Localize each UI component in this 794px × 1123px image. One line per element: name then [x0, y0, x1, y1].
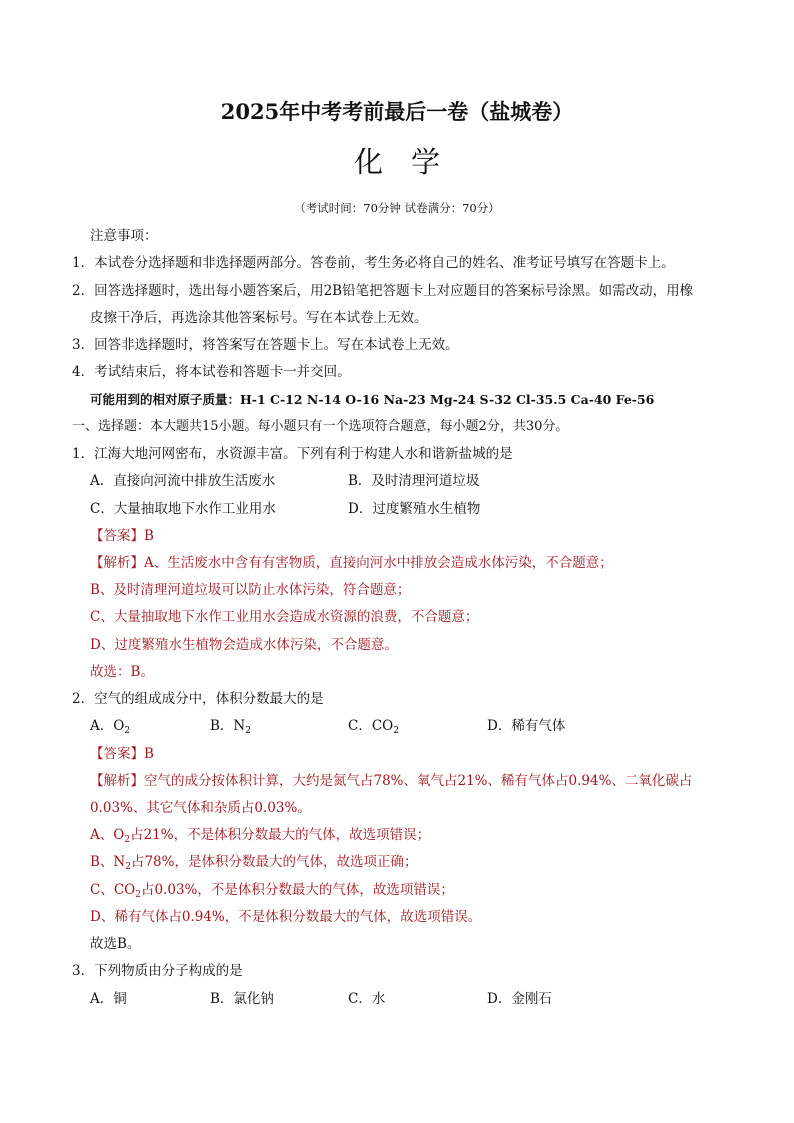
atomic-mass-line: 可能用到的相对原子质量：H-1 C-12 N-14 O-16 Na-23 Mg-24 S-32 Cl-35.5 Ca-40 Fe-56 [90, 392, 655, 407]
q1-analysis-3: C、大量抽取地下水作工业用水会造成水资源的浪费，不合题意； [90, 609, 479, 625]
exam-time-info: （考试时间：70分钟 试卷满分：70分） [294, 201, 500, 215]
notice-heading: 注意事项： [90, 228, 158, 244]
q1-analysis-text-1: A、生活废水中含有有害物质，直接向河水中排放会造成水体污染，不合题意； [144, 555, 613, 571]
q2-analysis-label: 【解析】 [90, 773, 144, 789]
q2-option-c-sub: 2 [393, 726, 399, 736]
q2-analysis-b-pre: B、N [90, 854, 126, 870]
q2-analysis-c-pre: C、CO [90, 882, 136, 898]
q1-answer [90, 527, 154, 545]
q1-stem: 1．江海大地河网密布，水资源丰富。下列有利于构建人水和谐新盐城的是 [72, 446, 513, 462]
q2-stem: 2．空气的组成成分中，体积分数最大的是 [72, 691, 324, 707]
notice-item-2: 2．回答选择题时，选出每小题答案后，用2B铅笔把答题卡上对应题目的答案标号涂黑。如需改动，用橡 [72, 283, 694, 299]
q2-option-a-sub: 2 [124, 726, 131, 736]
q2-analysis-text-1: 空气的成分按体积计算，大约是氮气占78%、氧气占21%、稀有气体占0.94%、二氧化碳占 [144, 773, 693, 789]
notice-item-1: 1．本试卷分选择题和非选择题两部分。答卷前，考生务必将自己的姓名、准考证号填写在答题卡上。 [72, 255, 675, 271]
q1-answer-label: 【答案】 [90, 528, 144, 544]
q1-analysis-label: 【解析】 [90, 555, 144, 571]
q1-analysis-4: D、过度繁殖水生植物会造成水体污染，不合题意。 [90, 637, 398, 653]
q2-answer-value: B [144, 746, 154, 762]
q2-option-b-text: B．N [210, 718, 246, 734]
q2-analysis-b-post: 占78%，是体积分数最大的气体，故选项正确； [130, 854, 418, 870]
q2-analysis-a-sub: 2 [124, 835, 131, 845]
q2-option-b [210, 717, 251, 735]
q2-analysis-a-post: 占21%，不是体积分数最大的气体，故选项错误； [130, 827, 431, 843]
q2-conclusion: 故选B。 [90, 936, 141, 952]
q2-analysis-b [90, 853, 417, 871]
q1-option-a: A．直接向河流中排放生活废水 [90, 473, 276, 489]
q1-analysis-2: B、及时清理河道垃圾可以防止水体污染，符合题意； [90, 582, 411, 598]
q1-analysis-1 [90, 554, 613, 572]
q2-option-c-text: C．CO [348, 718, 394, 734]
q1-option-c: C．大量抽取地下水作工业用水 [90, 501, 276, 517]
q2-analysis-2: 0.03%、其它气体和杂质占0.03%。 [90, 800, 311, 816]
q2-analysis-d: D、稀有气体占0.94%，不是体积分数最大的气体，故选项错误。 [90, 909, 482, 925]
q2-analysis-c-post: 占0.03%，不是体积分数最大的气体，故选项错误； [140, 882, 454, 898]
q2-analysis-b-sub: 2 [125, 862, 131, 872]
q2-answer-label: 【答案】 [90, 746, 144, 762]
q2-option-a [90, 717, 130, 735]
q2-analysis-a [90, 826, 430, 844]
q2-analysis-c-sub: 2 [135, 890, 141, 900]
q2-option-c [348, 717, 399, 735]
subject-title: 化学 [353, 145, 468, 179]
q3-option-b: B．氯化钠 [210, 991, 274, 1007]
q3-stem: 3．下列物质由分子构成的是 [72, 963, 243, 979]
section-1-heading: 一、选择题：本大题共15小题。每小题只有一个选项符合题意，每小题2分，共30分。 [72, 419, 569, 434]
exam-title: 2025年中考考前最后一卷（盐城卷） [220, 99, 574, 124]
q2-analysis-a-pre: A、O [90, 827, 125, 843]
q2-option-d: D．稀有气体 [487, 718, 566, 734]
q1-option-b: B．及时清理河道垃圾 [348, 473, 480, 489]
notice-item-2-cont: 皮擦干净后，再选涂其他答案标号。写在本试卷上无效。 [90, 310, 428, 326]
q2-analysis-c [90, 881, 454, 899]
q3-option-a: A．铜 [90, 991, 127, 1007]
q2-analysis-1 [90, 772, 692, 790]
q2-answer [90, 745, 154, 763]
q1-option-d: D．过度繁殖水生植物 [348, 501, 481, 517]
q3-option-c: C．水 [348, 991, 386, 1007]
notice-item-3: 3．回答非选择题时，将答案写在答题卡上。写在本试卷上无效。 [72, 337, 459, 353]
q1-conclusion: 故选：B。 [90, 664, 154, 680]
q1-answer-value: B [144, 528, 154, 544]
q2-option-a-text: A．O [90, 718, 125, 734]
q3-option-d: D．金刚石 [487, 991, 552, 1007]
notice-item-4: 4．考试结束后，将本试卷和答题卡一并交回。 [72, 364, 351, 380]
q2-option-b-sub: 2 [245, 726, 251, 736]
